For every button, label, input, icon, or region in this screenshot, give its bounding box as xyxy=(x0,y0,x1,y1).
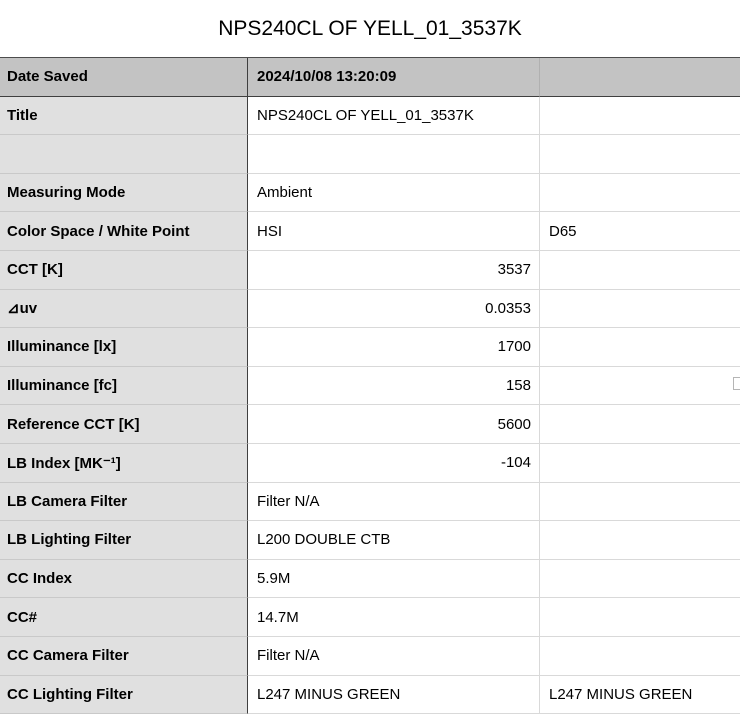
page-title: NPS240CL OF YELL_01_3537K xyxy=(218,16,522,40)
row-value-cell: 158 xyxy=(248,367,540,406)
row-extra-cell xyxy=(540,135,740,174)
row-label-cell: LB Camera Filter xyxy=(0,483,248,522)
row-label-cell: LB Index [MK⁻¹] xyxy=(0,444,248,483)
row-label-cell: Measuring Mode xyxy=(0,174,248,213)
row-label-cell: CC Lighting Filter xyxy=(0,676,248,714)
row-label-cell: ⊿uv xyxy=(0,290,248,329)
row-value-cell: Filter N/A xyxy=(248,483,540,522)
row-extra-cell xyxy=(540,367,740,406)
row-label-cell: Title xyxy=(0,97,248,136)
row-label-cell: CC Index xyxy=(0,560,248,599)
row-extra-cell xyxy=(540,598,740,637)
header-label-cell: Date Saved xyxy=(0,58,248,97)
row-extra-cell xyxy=(540,328,740,367)
row-extra-cell: L247 MINUS GREEN xyxy=(540,676,740,714)
row-extra-cell xyxy=(540,521,740,560)
row-extra-cell xyxy=(540,560,740,599)
row-extra-cell xyxy=(540,444,740,483)
row-extra-cell xyxy=(540,483,740,522)
row-label-cell: CC Camera Filter xyxy=(0,637,248,676)
row-value-cell: L200 DOUBLE CTB xyxy=(248,521,540,560)
row-extra-cell xyxy=(540,290,740,329)
row-label-cell: LB Lighting Filter xyxy=(0,521,248,560)
row-extra-cell xyxy=(540,97,740,136)
row-value-cell: L247 MINUS GREEN xyxy=(248,676,540,714)
header-extra-cell xyxy=(540,58,740,97)
row-extra-cell xyxy=(540,174,740,213)
row-value-cell: 0.0353 xyxy=(248,290,540,329)
row-value-cell: -104 xyxy=(248,444,540,483)
row-value-cell: 5600 xyxy=(248,405,540,444)
data-table xyxy=(0,57,740,714)
row-value-cell: Filter N/A xyxy=(248,637,540,676)
row-label-cell xyxy=(0,135,248,174)
row-value-cell: Ambient xyxy=(248,174,540,213)
row-value-cell: 3537 xyxy=(248,251,540,290)
row-value-cell: NPS240CL OF YELL_01_3537K xyxy=(248,97,540,136)
row-value-cell xyxy=(248,135,540,174)
row-extra-cell: D65 xyxy=(540,212,740,251)
row-label-cell: CCT [K] xyxy=(0,251,248,290)
row-extra-cell xyxy=(540,637,740,676)
edge-artifact xyxy=(733,377,740,390)
header-value-cell: 2024/10/08 13:20:09 xyxy=(248,58,540,97)
row-label-cell: Illuminance [lx] xyxy=(0,328,248,367)
row-extra-cell xyxy=(540,405,740,444)
row-value-cell: 14.7M xyxy=(248,598,540,637)
row-value-cell: 1700 xyxy=(248,328,540,367)
row-label-cell: Reference CCT [K] xyxy=(0,405,248,444)
row-value-cell: 5.9M xyxy=(248,560,540,599)
row-label-cell: Color Space / White Point xyxy=(0,212,248,251)
row-value-cell: HSI xyxy=(248,212,540,251)
row-label-cell: Illuminance [fc] xyxy=(0,367,248,406)
row-label-cell: CC# xyxy=(0,598,248,637)
row-extra-cell xyxy=(540,251,740,290)
